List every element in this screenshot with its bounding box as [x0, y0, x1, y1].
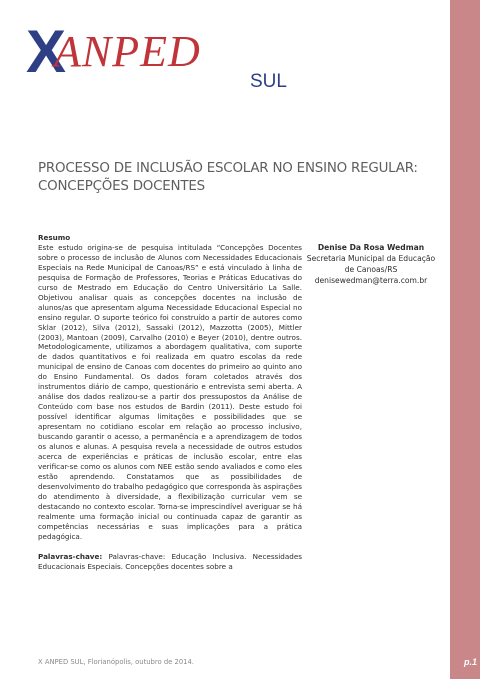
- logo-sul-text: SUL: [250, 71, 287, 92]
- side-color-strip: [450, 0, 480, 679]
- keywords-text: Palavras-chave: Educação Inclusiva. Necessidades Educacionais Especiais. Concepções docentes sobre a: [38, 551, 302, 571]
- anped-sul-logo: [26, 18, 296, 100]
- title-line-1: PROCESSO DE INCLUSÃO ESCOLAR NO ENSINO REGULAR:: [38, 161, 418, 176]
- logo-x-letter: X: [26, 18, 65, 85]
- keywords-label: Palavras-chave:: [38, 551, 103, 561]
- abstract-column: [38, 233, 302, 571]
- abstract-heading: Resumo: [38, 233, 71, 242]
- page-number: p.1: [463, 657, 477, 667]
- paper-title: [38, 160, 438, 196]
- abstract-text: Este estudo origina-se de pesquisa intitulada “Concepções Docentes sobre o processo de inclusão de Alunos com Necessidades Educacionais Especiais na Rede Municipal de Canoas/RS” e está vinculado à linha de pesquisa de Formação de Professores, Teorias e Práticas Educativas do curso de Mestrado em Educação do Centro Universitário La Salle. Objetivou analisar quais as concepções docentes na inclusão de alunos/as que apresentam alguma Necessidade Educacional Especial no ensino regular. O suporte teórico foi construído a partir de autores como Sklar (2012), Silva (2012), Sassaki (2012), Mazzotta (2005), Mittler (2003), Mantoan (2009), Carvalho (2010) e Beyer (2010), dentre outros. Metodologicamente, utilizamos a abordagem qualitativa, com suporte de dados quantitativos e foi realizada em quatro escolas da rede municipal de ensino de Canoas com docentes do primeiro ao quinto ano do Ensino Fundamental. Os dados foram coletados através dos instrumentos diário de campo, questionário e entrevista semi aberta. A análise dos dados realizou-se a partir dos pressupostos da Análise de Conteúdo com base nos estudos de Bardin (2011). Deste estudo foi possível identificar algumas limitações e possibilidades que se apresentam no cotidiano escolar em relação ao processo inclusivo, buscando garantir o acesso, a permanência e a aprendizagem de todos os alunos e alunas. A pesquisa revela a necessidade de outros estudos acerca de experiências e práticas de inclusão escolar, entre elas verificar-se como os alunos com NEE estão sendo avaliados e como eles estão aprendendo. Constatamos que as possibilidades de desenvolvimento do trabalho pedagógico que corresponda às aspirações do atendimento à diversidade, a flexibilização curricular vem se destacando no contexto escolar. Torna-se imprescindível averiguar se há realmente uma formação inicial ou continuada capaz de garantir as competências necessárias e suas implicações para a prática pedagógica.: [38, 242, 302, 541]
- title-line-2: CONCEPÇÕES DOCENTES: [38, 179, 205, 194]
- author-name: Denise Da Rosa Wedman: [317, 243, 425, 252]
- author-affiliation-1: Secretaria Municipal da Educação: [306, 254, 436, 263]
- keywords: [38, 552, 302, 572]
- author-email: denisewedman@terra.com.br: [314, 276, 428, 285]
- author-affiliation-2: de Canoas/RS: [344, 265, 398, 274]
- logo-anped-text: ANPED: [54, 27, 201, 76]
- footer-text: X ANPED SUL, Florianópolis, outubro de 2014.: [38, 658, 194, 666]
- author-block: [306, 242, 436, 286]
